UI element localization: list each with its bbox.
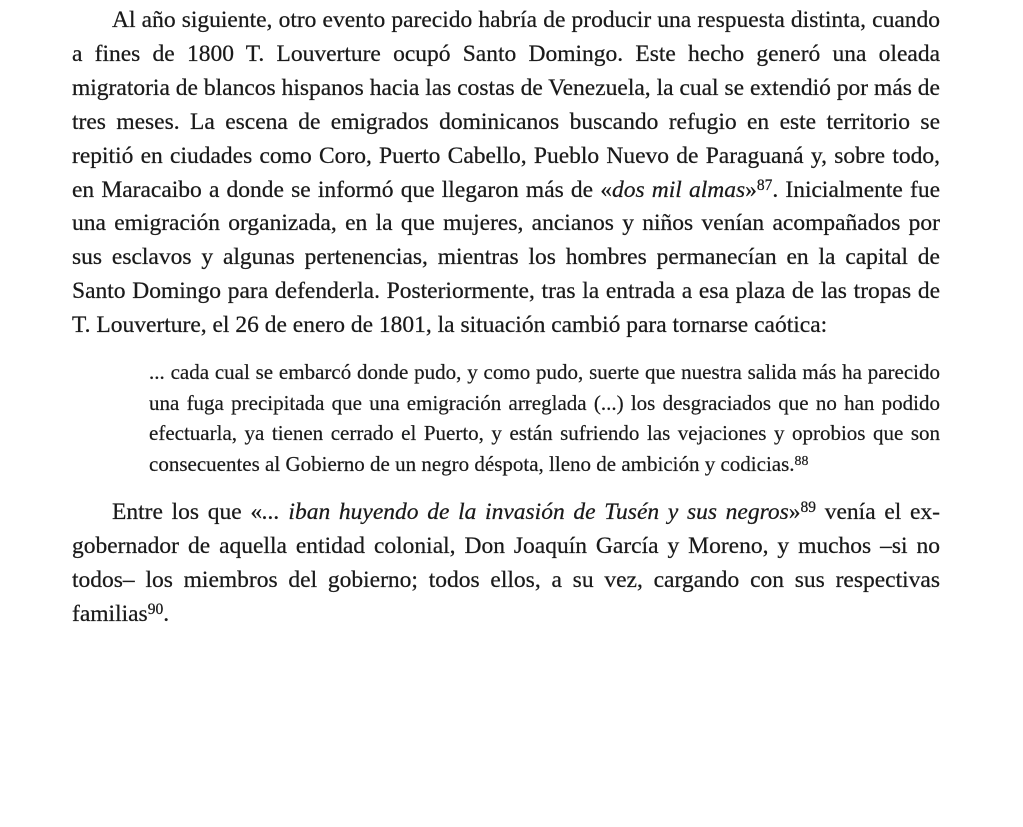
- quote-open-mark: «: [600, 176, 612, 203]
- paragraph-1-text-b: . Inicialmente fue una emigración organizada, en la que mujeres, ancianos y niños venían acompañados por sus esclavos y algunas pertenencias, mientras los hombres permanecían en la capital de Santo Domingo para defenderla. Posteriormente, tras la entrada a esa plaza de las tropas de T. Louverture, el 26 de enero de 1801, la situación cambió para tornarse caótica:: [72, 176, 940, 339]
- italic-quote-text: ... iban huyendo de la invasión de Tusén y sus negros: [262, 498, 789, 525]
- document-page: [72, 4, 940, 632]
- block-quote-text: ... cada cual se embarcó donde pudo, y como pudo, suerte que nuestra salida más ha parecido una fuga precipitada que una emigración arreglada (...) los desgraciados que no han podido efectuarla, ya tienen cerrado el Puerto, y están sufriendo las vejaciones y oprobios que son consecuentes al Gobierno de un negro déspota, lleno de ambición y codicias.: [149, 360, 940, 477]
- paragraph-2: [72, 496, 940, 632]
- footnote-90: 90: [147, 600, 164, 618]
- block-quote: [149, 357, 940, 480]
- quote-close-mark: »: [788, 498, 801, 525]
- quote-close-mark: »: [745, 176, 757, 203]
- footnote-88: 88: [794, 452, 809, 468]
- paragraph-2-text-b: venía el ex-gobernador de aquella entidad colonial, Don Joaquín García y Moreno, y muchos –si no todos– los miembros del gobierno; todos ellos, a su vez, cargando con sus respectivas familias: [72, 498, 940, 627]
- paragraph-2-text-c: .: [163, 600, 170, 627]
- paragraph-2-text-a: Entre los que: [112, 498, 251, 525]
- paragraph-1: [72, 4, 940, 343]
- italic-quote-text: dos mil almas: [612, 176, 746, 203]
- paragraph-1-text-a: Al año siguiente, otro evento parecido habría de producir una respuesta distinta, cuando a fines de 1800 T. Louverture ocupó Santo Domingo. Este hecho generó una oleada migratoria de blancos hispanos hacia las costas de Venezuela, la cual se extendió por más de tres meses. La escena de emigrados dominicanos buscando refugio en este territorio se repitió en ciudades como Coro, Puerto Cabello, Pueblo Nuevo de Paraguaná y, sobre todo, en Maracaibo a donde se informó que llegaron más de: [72, 7, 940, 203]
- quote-open-mark: «: [250, 498, 263, 525]
- footnote-87: 87: [756, 176, 773, 194]
- footnote-89: 89: [800, 498, 817, 516]
